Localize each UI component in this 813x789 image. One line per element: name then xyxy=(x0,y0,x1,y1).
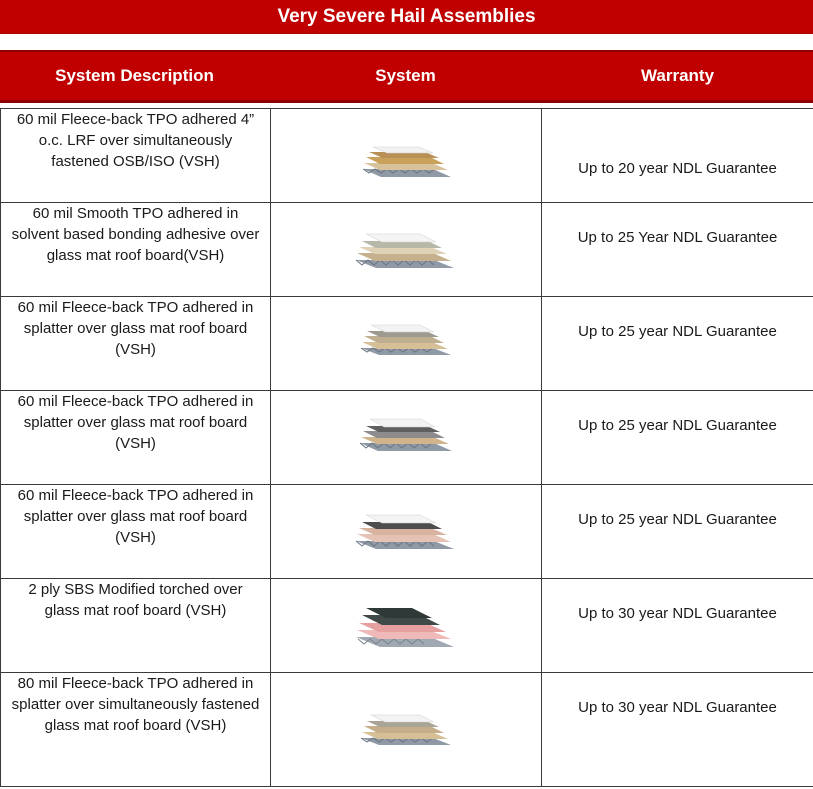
warranty-text: Up to 25 Year NDL Guarantee xyxy=(577,229,778,246)
system-description: 2 ply SBS Modified torched over glass mat roof board (VSH) xyxy=(28,581,243,619)
system-description: 60 mil Smooth TPO adhered in solvent based bonding adhesive over glass mat roof board(VSH) xyxy=(11,205,260,264)
assemblies-table xyxy=(0,108,813,787)
system-description: 60 mil Fleece-back TPO adhered in splatter over glass mat roof board (VSH) xyxy=(17,299,254,358)
warranty-cell xyxy=(542,297,813,391)
description-cell xyxy=(1,203,271,297)
header-system: System xyxy=(375,66,436,85)
description-cell xyxy=(1,297,271,391)
description-cell xyxy=(1,673,271,787)
system-description: 80 mil Fleece-back TPO adhered in splatter over simultaneously fastened glass mat roof board (VSH) xyxy=(11,675,260,734)
system-cell xyxy=(271,203,542,297)
system-cell xyxy=(271,297,542,391)
warranty-cell xyxy=(542,579,813,673)
description-cell xyxy=(1,109,271,203)
description-cell xyxy=(1,579,271,673)
header-system-description: System Description xyxy=(55,66,214,85)
system-cell xyxy=(271,485,542,579)
system-cell xyxy=(271,391,542,485)
warranty-text: Up to 25 year NDL Guarantee xyxy=(578,417,777,434)
roof-assembly-image xyxy=(358,713,454,747)
table-row xyxy=(1,485,813,579)
table-row xyxy=(1,297,813,391)
warranty-cell xyxy=(542,485,813,579)
roof-assembly-image xyxy=(354,230,458,270)
header-warranty: Warranty xyxy=(640,66,715,85)
roof-assembly-image xyxy=(359,145,453,179)
page-title: Very Severe Hail Assemblies xyxy=(0,0,813,34)
roof-assembly-image xyxy=(357,417,455,453)
system-description: 60 mil Fleece-back TPO adhered 4” o.c. LRF over simultaneously fastened OSB/ISO (VSH) xyxy=(16,111,255,170)
system-cell xyxy=(271,109,542,203)
warranty-text: Up to 30 year NDL Guarantee xyxy=(578,699,777,716)
system-description: 60 mil Fleece-back TPO adhered in splatter over glass mat roof board (VSH) xyxy=(17,487,254,546)
warranty-cell xyxy=(542,673,813,787)
system-description: 60 mil Fleece-back TPO adhered in splatter over glass mat roof board (VSH) xyxy=(17,393,254,452)
warranty-text: Up to 20 year NDL Guarantee xyxy=(578,160,777,177)
roof-assembly-image xyxy=(358,323,454,357)
system-cell xyxy=(271,579,542,673)
description-cell xyxy=(1,485,271,579)
table-row xyxy=(1,203,813,297)
warranty-cell xyxy=(542,203,813,297)
table-row xyxy=(1,391,813,485)
description-cell xyxy=(1,391,271,485)
warranty-text: Up to 25 year NDL Guarantee xyxy=(578,511,777,528)
table-row xyxy=(1,673,813,787)
warranty-text: Up to 30 year NDL Guarantee xyxy=(578,605,777,622)
warranty-cell xyxy=(542,391,813,485)
warranty-text: Up to 25 year NDL Guarantee xyxy=(578,323,777,340)
roof-assembly-image xyxy=(354,605,458,649)
table-row xyxy=(1,109,813,203)
table-row xyxy=(1,579,813,673)
table-header xyxy=(0,50,813,103)
roof-assembly-image xyxy=(354,511,458,551)
warranty-cell xyxy=(542,109,813,203)
system-cell xyxy=(271,673,542,787)
